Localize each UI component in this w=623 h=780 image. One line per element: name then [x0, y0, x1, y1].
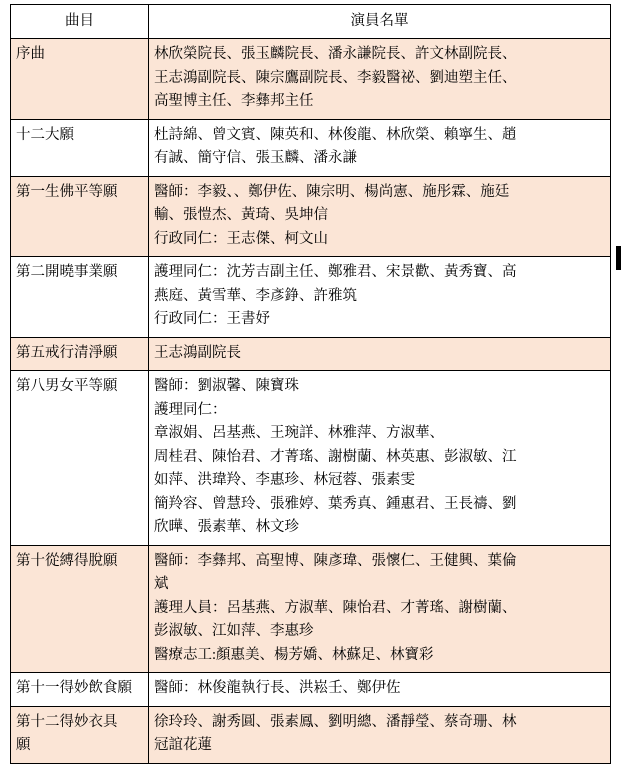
- cast-line: 冠誼花蓮: [154, 737, 212, 754]
- cast-line: 高聖博主任、李彝邦主任: [154, 93, 314, 110]
- cast-line: 彭淑敏、江如萍、李惠珍: [154, 623, 314, 640]
- table-row: [11, 706, 611, 763]
- row-cast-cell: [149, 176, 611, 256]
- cast-line: 護理同仁：沈芳吉副主任、鄭雅君、宋景歡、黃秀寶、高: [154, 264, 517, 281]
- row-title-line: 第二開曉事業願: [16, 264, 118, 281]
- cast-line: 醫療志工:顏惠美、楊芳嬌、林蘇足、林寶彩: [154, 646, 434, 663]
- row-cast-cell: [149, 119, 611, 176]
- table-row: [11, 337, 611, 370]
- row-title-cell: [11, 119, 149, 176]
- cast-line: 輸、張愷杰、黃琦、吳坤信: [154, 207, 328, 224]
- scroll-marker[interactable]: [616, 246, 621, 270]
- cast-line: 醫師：林俊龍執行長、洪崧壬、鄭伊佐: [154, 680, 401, 697]
- row-title-cell: [11, 371, 149, 545]
- row-title-cell: [11, 545, 149, 672]
- table-row: [11, 119, 611, 176]
- row-cast-cell: [149, 337, 611, 370]
- table-row: [11, 39, 611, 119]
- row-title-line: 第十從縛得脫願: [16, 552, 118, 569]
- row-cast-cell: [149, 257, 611, 337]
- cast-list-table: [10, 4, 611, 764]
- cast-line: 如萍、洪瑋羚、李惠珍、林冠蓉、張素雯: [154, 472, 415, 489]
- cast-line: 欣曄、張素華、林文珍: [154, 519, 299, 536]
- cast-line: 林欣榮院長、張玉麟院長、潘永謙院長、許文林副院長、: [154, 46, 517, 63]
- row-title-cell: [11, 39, 149, 119]
- row-cast-cell: [149, 706, 611, 763]
- table-row: [11, 176, 611, 256]
- row-title-line: 序曲: [16, 46, 45, 63]
- cast-line: 斌: [154, 576, 169, 593]
- row-cast-cell: [149, 673, 611, 706]
- row-cast-cell: [149, 39, 611, 119]
- cast-line: 燕庭、黃雪華、李彥錚、許雅筑: [154, 287, 357, 304]
- row-title-cell: [11, 176, 149, 256]
- cast-line: 醫師：劉淑馨、陳寶珠: [154, 378, 299, 395]
- row-cast-cell: [149, 371, 611, 545]
- table-row: [11, 673, 611, 706]
- cast-line: 周桂君、陳怡君、才菁瑤、謝樹蘭、林英惠、彭淑敏、江: [154, 448, 517, 465]
- header-cell-cast: 演員名單: [149, 5, 611, 39]
- cast-line: 章淑娟、呂基燕、王琬詳、林雅萍、方淑華、: [154, 425, 444, 442]
- cast-line: 王志鴻副院長、陳宗鷹副院長、李毅醫祕、劉迪塑主任、: [154, 69, 517, 86]
- table-body: [11, 5, 611, 764]
- row-title-cell: [11, 706, 149, 763]
- row-title-line: 第十二得妙衣具: [16, 713, 118, 730]
- cast-line: 護理同仁：: [154, 401, 227, 418]
- cast-line: 杜詩綿、曾文賓、陳英和、林俊龍、林欣榮、賴寧生、趙: [154, 126, 517, 143]
- cast-line: 行政同仁：王書妤: [154, 311, 270, 328]
- row-title-line: 願: [16, 737, 31, 754]
- row-title-cell: [11, 257, 149, 337]
- row-title-line: 第八男女平等願: [16, 378, 118, 395]
- row-title-line: 第五戒行清淨願: [16, 344, 118, 361]
- header-cell-title: 曲目: [11, 5, 149, 39]
- cast-line: 護理人員：呂基燕、方淑華、陳怡君、才菁瑤、謝樹蘭、: [154, 599, 517, 616]
- cast-line: 醫師：李毅、、鄭伊佐、陳宗明、楊尚憲、施彤霖、施廷: [154, 183, 510, 200]
- row-title-cell: [11, 673, 149, 706]
- table-row: [11, 257, 611, 337]
- row-title-line: 第十一得妙飲食願: [16, 680, 132, 697]
- cast-line: 徐玲玲、謝秀圓、張素鳳、劉明總、潘靜瑩、蔡奇珊、林: [154, 713, 517, 730]
- row-cast-cell: [149, 545, 611, 672]
- cast-line: 簡羚容、曾慧玲、張雅婷、葉秀真、鍾惠君、王長禱、劉: [154, 495, 517, 512]
- row-title-cell: [11, 337, 149, 370]
- table-header-row: [11, 5, 611, 39]
- row-title-line: 第一生佛平等願: [16, 183, 118, 200]
- cast-line: 王志鴻副院長: [154, 344, 241, 361]
- cast-line: 行政同仁：王志傑、柯文山: [154, 230, 328, 247]
- row-title-line: 十二大願: [16, 126, 74, 143]
- table-row: [11, 545, 611, 672]
- table-row: [11, 371, 611, 545]
- cast-line: 有誠、簡守信、張玉麟、潘永謙: [154, 150, 357, 167]
- cast-line: 醫師：李彝邦、高聖博、陳彥瑋、張懷仁、王健興、葉倫: [154, 552, 517, 569]
